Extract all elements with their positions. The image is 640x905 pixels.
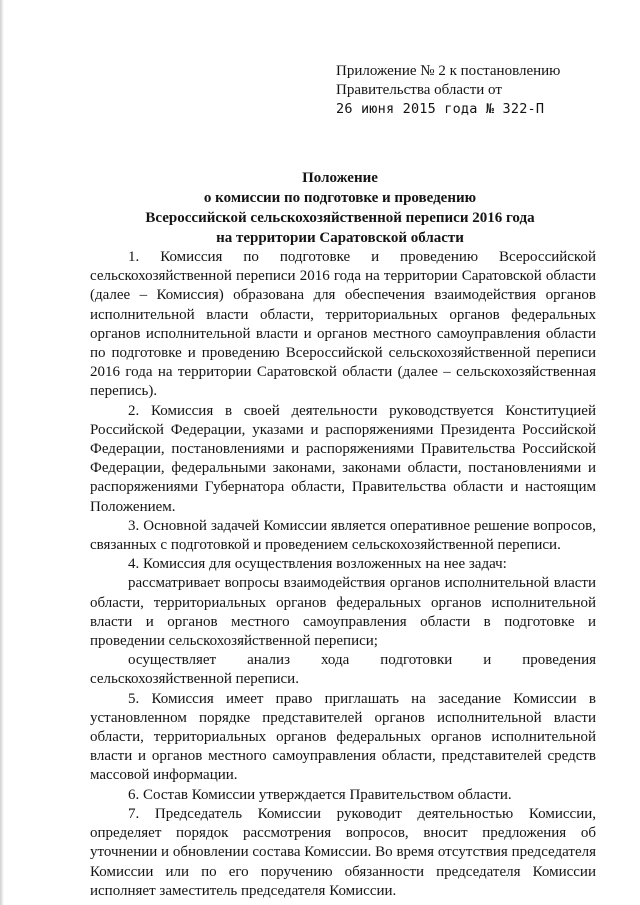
- paragraph-4-item-1: рассматривает вопросы взаимодействия органов исполнительной власти области, территориальных органов федеральных органов исполнительной власти и органов местного самоуправления области в подготовке и проведении сельскохозяйственной переписи;: [90, 575, 596, 650]
- document-body: [90, 248, 596, 901]
- document-title: [90, 168, 590, 248]
- appendix-date-number: 26 июня 2015 года № 322-П: [336, 101, 545, 117]
- paragraph-5: 5. Комиссия имеет право приглашать на заседание Комиссии в установленном порядке представителей органов исполнительной власти области, территориальных органов федеральных органов исполнительной власти и органов местного самоуправления области, представителей средств массовой информации.: [90, 690, 596, 784]
- appendix-line-1: Приложение № 2 к постановлению: [336, 63, 561, 79]
- paragraph-3: 3. Основной задачей Комиссии является оперативное решение вопросов, связанных с подготовкой и проведением сельскохозяйственной переписи.: [90, 517, 596, 554]
- appendix-header: [336, 62, 621, 119]
- title-line-2: о комиссии по подготовке и проведению: [203, 190, 477, 206]
- paragraph-4: 4. Комиссия для осуществления возложенных на нее задач:: [128, 556, 507, 573]
- paragraph-7: 7. Председатель Комиссии руководит деятельностью Комиссии, определяет порядок рассмотрения вопросов, вносит предложения об уточнении и обновлении состава Комиссии. Во время отсутствия председателя Комиссии или по его поручению обязанности председателя Комиссии исполняет заместитель председателя Комиссии.: [90, 805, 596, 899]
- paragraph-2: 2. Комиссия в своей деятельности руководствуется Конституцией Российской Федерации, указами и распоряжениями Президента Российской Федерации, постановлениями и распоряжениями Правительства Российской Федерации, федеральными законами, законами области, постановлениями и распоряжениями Губернатора области, Правительства области и настоящим Положением.: [90, 402, 596, 515]
- title-line-1: Положение: [302, 170, 378, 186]
- appendix-line-2: Правительства области от: [336, 82, 502, 98]
- title-line-3: Всероссийской сельскохозяйственной переписи 2016 года: [145, 210, 535, 226]
- paragraph-6: 6. Состав Комиссии утверждается Правительством области.: [128, 786, 512, 803]
- paragraph-4-item-2: осуществляет анализ хода подготовки и проведения сельскохозяйственной переписи.: [90, 652, 596, 688]
- paragraph-1: 1. Комиссия по подготовке и проведению Всероссийской сельскохозяйственной переписи 2016 года на территории Саратовской области (далее – Комиссия) образована для обеспечения взаимодействия органов исполнительной власти области, территориальных органов федеральных органов исполнительной власти и органов местного самоуправления области по подготовке и проведению Всероссийской сельскохозяйственной переписи 2016 года на территории Саратовской области (далее – сельскохозяйственная перепись).: [90, 249, 596, 400]
- title-line-4: на территории Саратовской области: [216, 230, 464, 246]
